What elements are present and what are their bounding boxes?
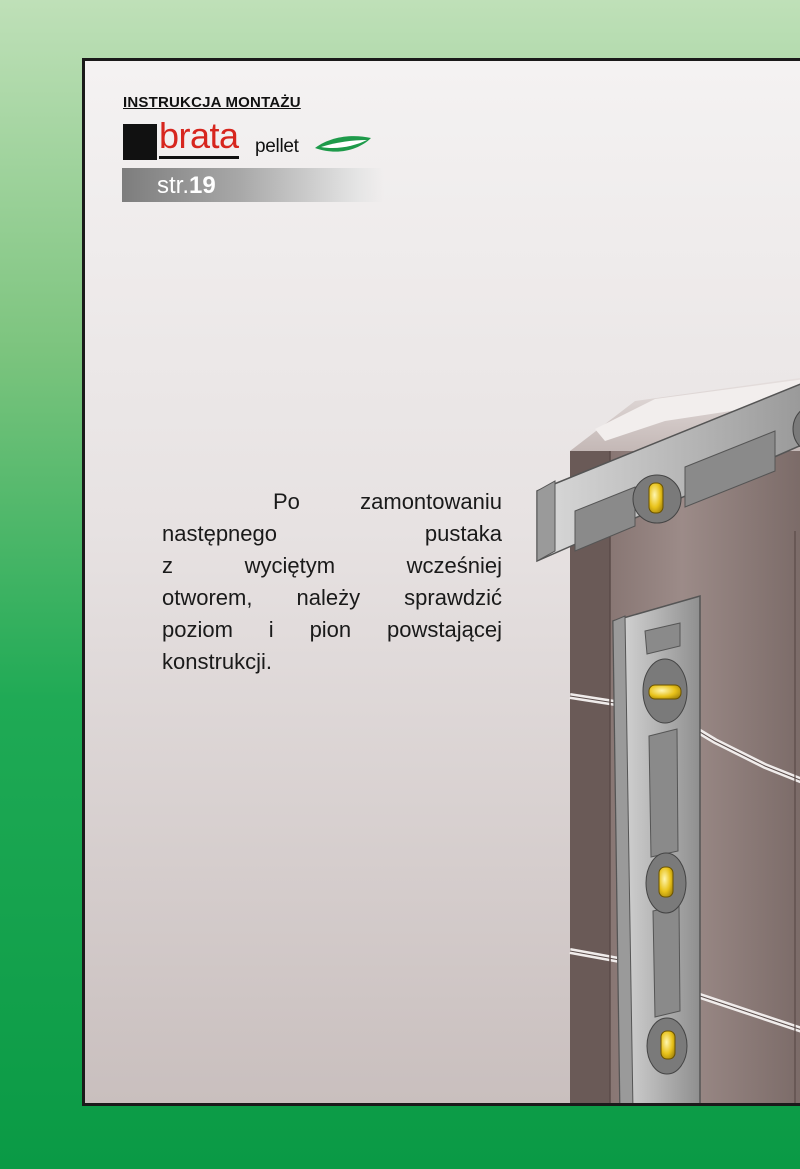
document-title: INSTRUKCJA MONTAŻU bbox=[123, 94, 301, 111]
page-number-label: str.19 bbox=[157, 172, 216, 199]
chimney-level-illustration bbox=[525, 311, 800, 1106]
vertical-spirit-level bbox=[613, 596, 700, 1106]
logo-brand-sub: pellet bbox=[255, 136, 299, 157]
leaf-icon bbox=[313, 134, 373, 156]
logo-black-block bbox=[123, 124, 157, 160]
text-line: z wyciętym wcześniej bbox=[162, 553, 502, 578]
text-line: Po zamontowaniu bbox=[273, 489, 502, 514]
brand-logo bbox=[123, 115, 383, 164]
text-line: otworem, należy sprawdzić bbox=[162, 585, 502, 610]
instruction-text bbox=[162, 486, 502, 678]
text-line: konstrukcji. bbox=[162, 649, 273, 674]
instruction-panel bbox=[82, 58, 800, 1106]
page-indicator bbox=[122, 168, 384, 202]
text-line: następnego pustaka bbox=[162, 521, 502, 546]
logo-brand-main: brata bbox=[159, 116, 239, 159]
text-line: poziom i pion powstającej bbox=[162, 617, 502, 642]
